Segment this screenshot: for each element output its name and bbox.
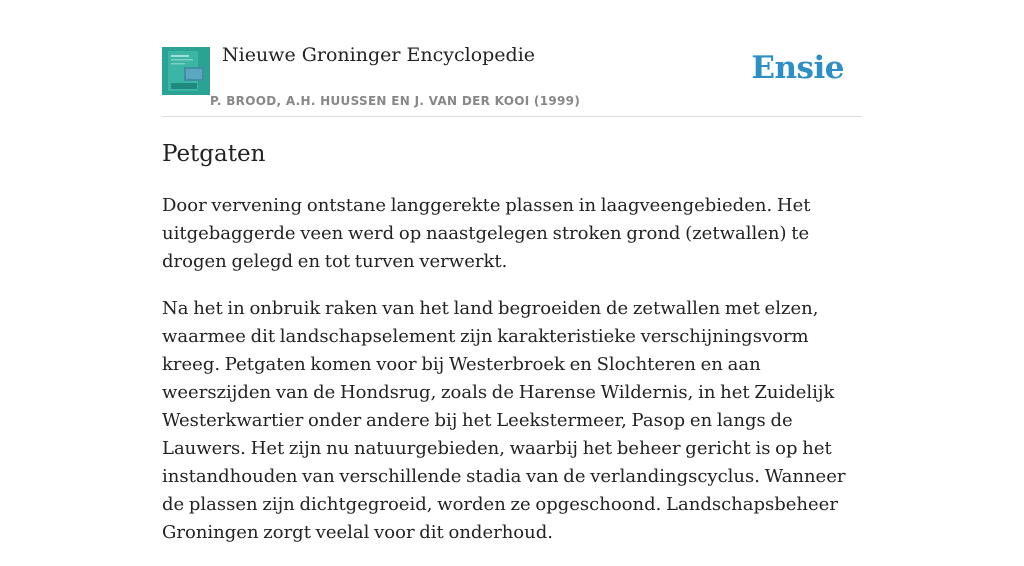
- article: [162, 138, 862, 566]
- article-body: [162, 192, 862, 547]
- brand-logo-link[interactable]: Ensie: [751, 50, 844, 86]
- source-header: [162, 0, 862, 117]
- source-authors: P. BROOD, A.H. HUUSSEN EN J. VAN DER KOOI (1999): [210, 94, 581, 108]
- article-paragraph: Na het in onbruik raken van het land begroeiden de zetwallen met elzen, waarmee dit landschapselement zijn karakteristieke verschijningsvorm kreeg. Petgaten komen voor bij Westerbroek en Slochteren en aan weerszijden van de Hondsrug, zoals de Harense Wildernis, in het Zuidelijk Westerkwartier onder andere bij het Leekstermeer, Pasop en langs de Lauwers. Het zijn nu natuurgebieden, waarbij het beheer gericht is op het instandhouden van verschillende stadia van de verlandingscyclus. Wanneer de plassen zijn dichtgegroeid, worden ze opgeschoond. Landschapsbeheer Groningen zorgt veelal voor dit onderhoud.: [162, 298, 846, 543]
- article-title: Petgaten: [162, 141, 266, 167]
- book-cover-icon: [162, 47, 210, 95]
- source-avatar-icon[interactable]: [162, 47, 210, 95]
- article-paragraph: Door vervening ontstane langgerekte plassen in laagveengebieden. Het uitgebaggerde veen werd op naastgelegen stroken grond (zetwallen) te drogen gelegd en tot turven verwerkt.: [162, 195, 811, 272]
- source-title[interactable]: Nieuwe Groninger Encyclopedie: [222, 44, 536, 66]
